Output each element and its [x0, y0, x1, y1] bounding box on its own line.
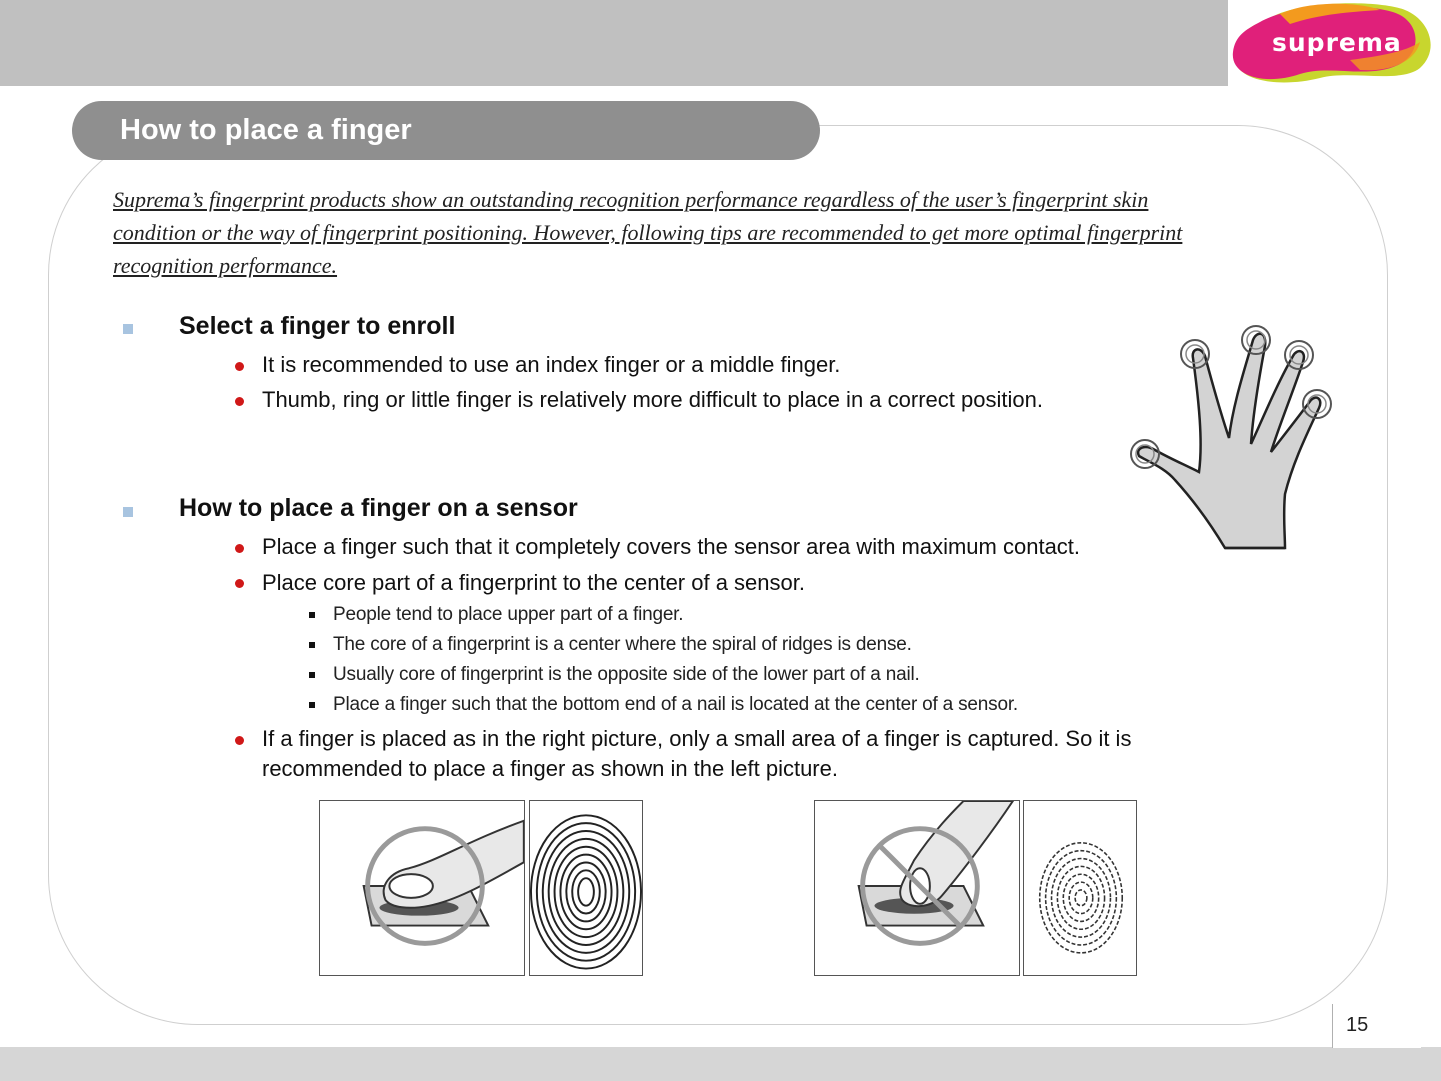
- sub-list-item: The core of a fingerprint is a center where the spiral of ridges is dense.: [333, 634, 912, 655]
- section-heading-enroll: Select a finger to enroll: [179, 312, 456, 340]
- list-item: It is recommended to use an index finger or a middle finger.: [262, 352, 841, 377]
- section-heading-place: How to place a finger on a sensor: [179, 494, 578, 522]
- sub-list-item: People tend to place upper part of a finger.: [333, 604, 684, 625]
- sub-bullet-icon: [309, 642, 315, 648]
- sub-list-item: Place a finger such that the bottom end of a nail is located at the center of a sensor.: [333, 694, 1018, 715]
- bullet-dot-icon: [235, 736, 244, 745]
- sub-bullet-icon: [309, 672, 315, 678]
- list-item: If a finger is placed as in the right picture, only a small area of a finger is captured. So it is: [262, 726, 1132, 751]
- partial-fingerprint-image: [1023, 800, 1137, 976]
- incorrect-placement-image: [814, 800, 1020, 976]
- logo-wordmark: suprema: [1272, 28, 1402, 57]
- page-title: How to place a finger: [120, 114, 412, 146]
- full-fingerprint-image: [529, 800, 643, 976]
- footer-bar: [0, 1047, 1441, 1081]
- bullet-dot-icon: [235, 544, 244, 553]
- section-bullet-icon: [123, 507, 133, 517]
- bullet-dot-icon: [235, 397, 244, 406]
- page-number: 15: [1346, 1014, 1369, 1036]
- bullet-dot-icon: [235, 362, 244, 371]
- list-item: Place core part of a fingerprint to the center of a sensor.: [262, 570, 805, 595]
- header-bar: [0, 0, 1228, 86]
- sub-bullet-icon: [309, 702, 315, 708]
- list-item: Thumb, ring or little finger is relatively more difficult to place in a correct position.: [262, 387, 1043, 412]
- section-bullet-icon: [123, 324, 133, 334]
- intro-paragraph: Suprema’s fingerprint products show an outstanding recognition performance regardless of the user’s fingerprint skin condition or the way of fingerprint positioning. However, following tips are recommended to get more optimal fingerprint recognition performance.: [113, 187, 1183, 278]
- list-item: Place a finger such that it completely covers the sensor area with maximum contact.: [262, 534, 1081, 559]
- hand-illustration: [1125, 322, 1340, 554]
- correct-placement-image: [319, 800, 525, 976]
- list-item-continuation: recommended to place a finger as shown in the left picture.: [262, 756, 838, 781]
- sub-bullet-icon: [309, 612, 315, 618]
- sub-list-item: Usually core of fingerprint is the opposite side of the lower part of a nail.: [333, 664, 920, 685]
- bullet-dot-icon: [235, 579, 244, 588]
